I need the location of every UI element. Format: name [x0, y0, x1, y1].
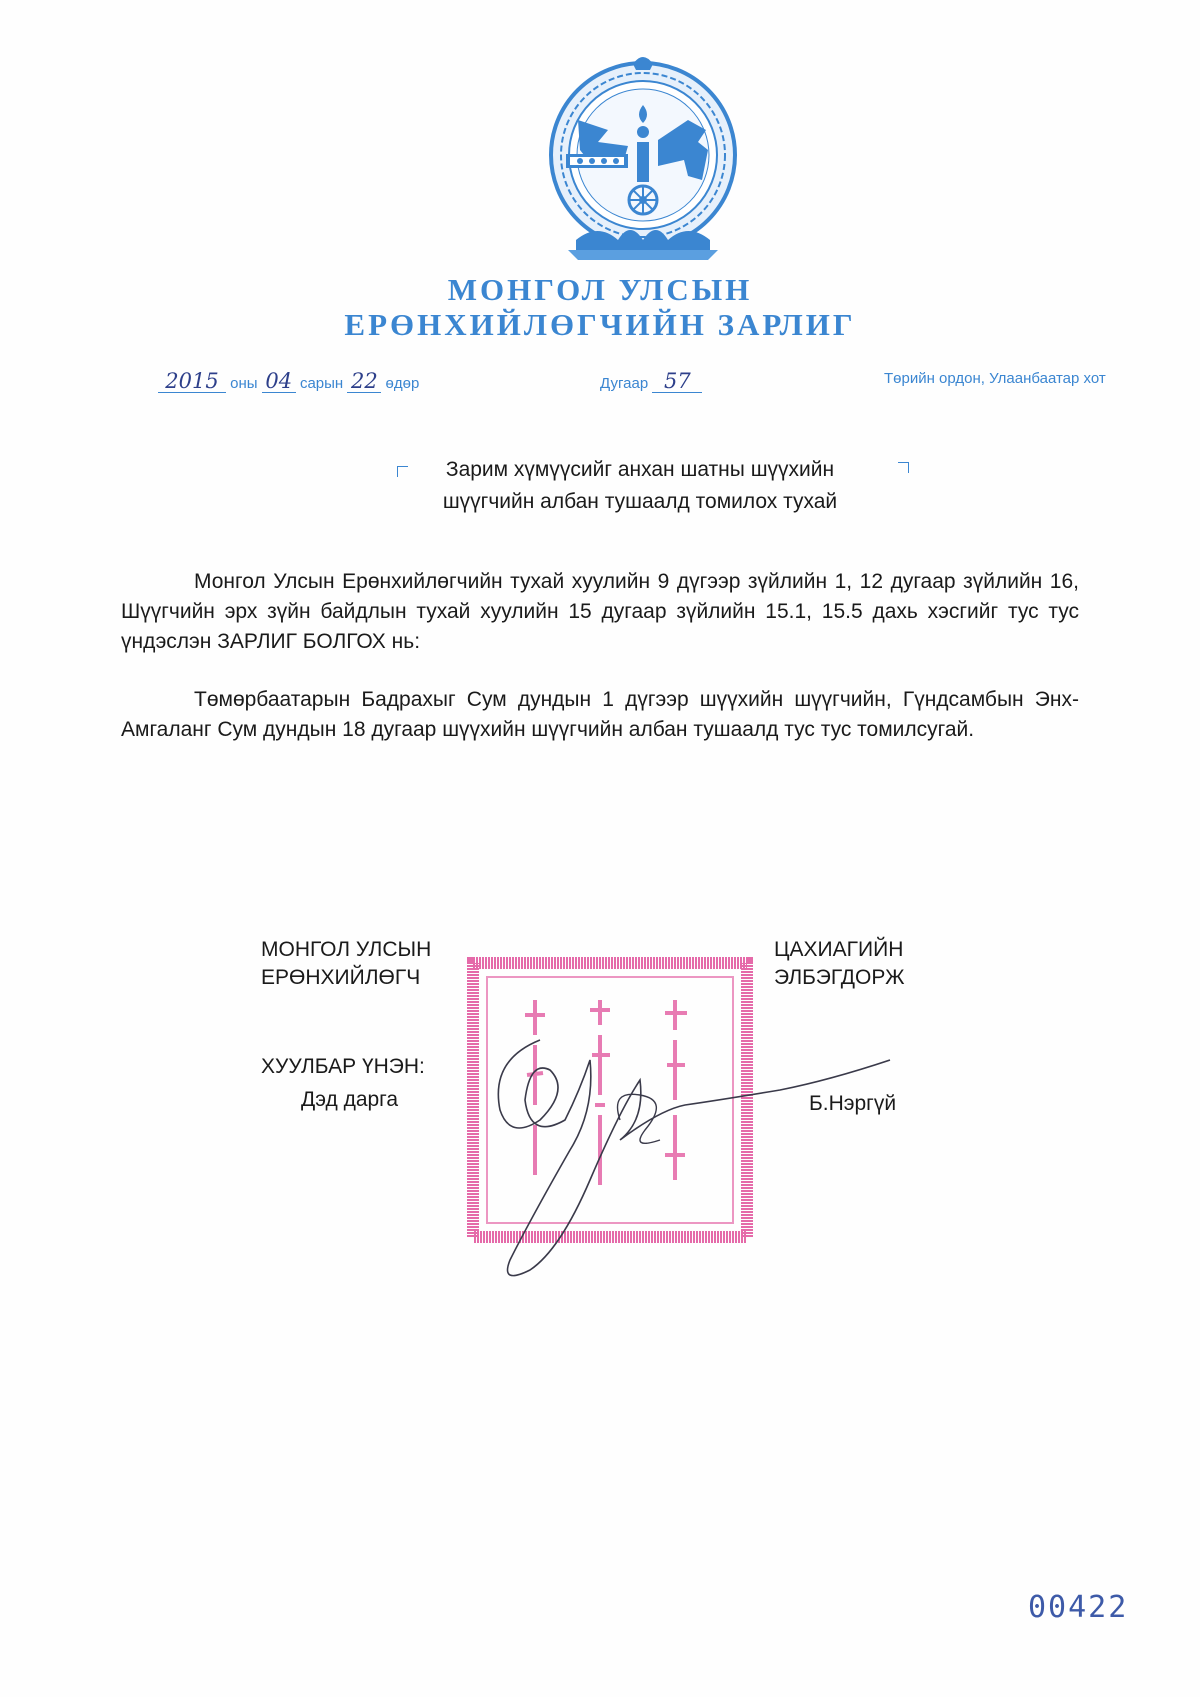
signer-name: [774, 936, 905, 992]
decree-paragraph-order: Төмөрбаатарын Бадрахыг Сум дундын 1 дүгээр шүүхийн шүүгчийн, Гүндсамбын Энх-Амгаланг Сум дундын 18 дугаар шүүхийн шүүгчийн албан тушаалд тус тус томилсугай.: [121, 688, 1079, 741]
decree-subject-line1: Зарим хүмүүсийг анхан шатны шүүхийн: [445, 458, 835, 481]
date-line: [158, 370, 419, 393]
deputy-title: Дэд дарга: [301, 1088, 399, 1111]
date-month-suffix: сарын: [299, 375, 344, 392]
place-of-issue: Төрийн ордон, Улаанбаатар хот: [884, 370, 1106, 387]
decree-number-line: [600, 370, 702, 393]
decree-subject: [370, 454, 910, 518]
decree-heading-line1: МОНГОЛ УЛСЫН: [447, 272, 753, 307]
signer-name-line1: ЦАХИАГИЙН: [774, 938, 904, 961]
serial-number: 00422: [1028, 1590, 1129, 1625]
date-month: 04: [262, 370, 296, 393]
date-day: 22: [347, 370, 381, 393]
signer-name-line2: ЭЛБЭГДОРЖ: [774, 966, 905, 989]
signer-title-line2: ЕРӨНХИЙЛӨГЧ: [261, 966, 421, 989]
date-day-suffix: өдөр: [385, 375, 420, 392]
signer-title-line1: МОНГОЛ УЛСЫН: [261, 938, 432, 961]
decree-number: 57: [652, 370, 702, 393]
date-year: 2015: [158, 370, 226, 393]
signer-title: [261, 936, 431, 992]
decree-number-label: Дугаар: [600, 375, 649, 392]
decree-heading-line2: ЕРӨНХИЙЛӨГЧИЙН ЗАРЛИГ: [344, 307, 856, 342]
decree-subject-line2: шүүгчийн албан тушаалд томилох тухай: [442, 490, 838, 513]
date-year-suffix: оны: [230, 375, 258, 392]
decree-paragraph-basis: Монгол Улсын Ерөнхийлөгчийн тухай хуулийн 9 дүгээр зүйлийн 1, 12 дугаар зүйлийн 16, Шүүгчийн эрх зүйн байдлын тухай хуулийн 15 дугаар зүйлийн 15.1, 15.5 дахь хэсгийг тус тус үндэслэн ЗАРЛИГ БОЛГОХ нь:: [121, 570, 1079, 653]
certified-copy-label: ХУУЛБАР ҮНЭН:: [261, 1055, 425, 1078]
state-emblem-icon: [538, 50, 748, 270]
deputy-name: Б.Нэргүй: [809, 1092, 897, 1115]
president-signature: [470, 1000, 910, 1290]
